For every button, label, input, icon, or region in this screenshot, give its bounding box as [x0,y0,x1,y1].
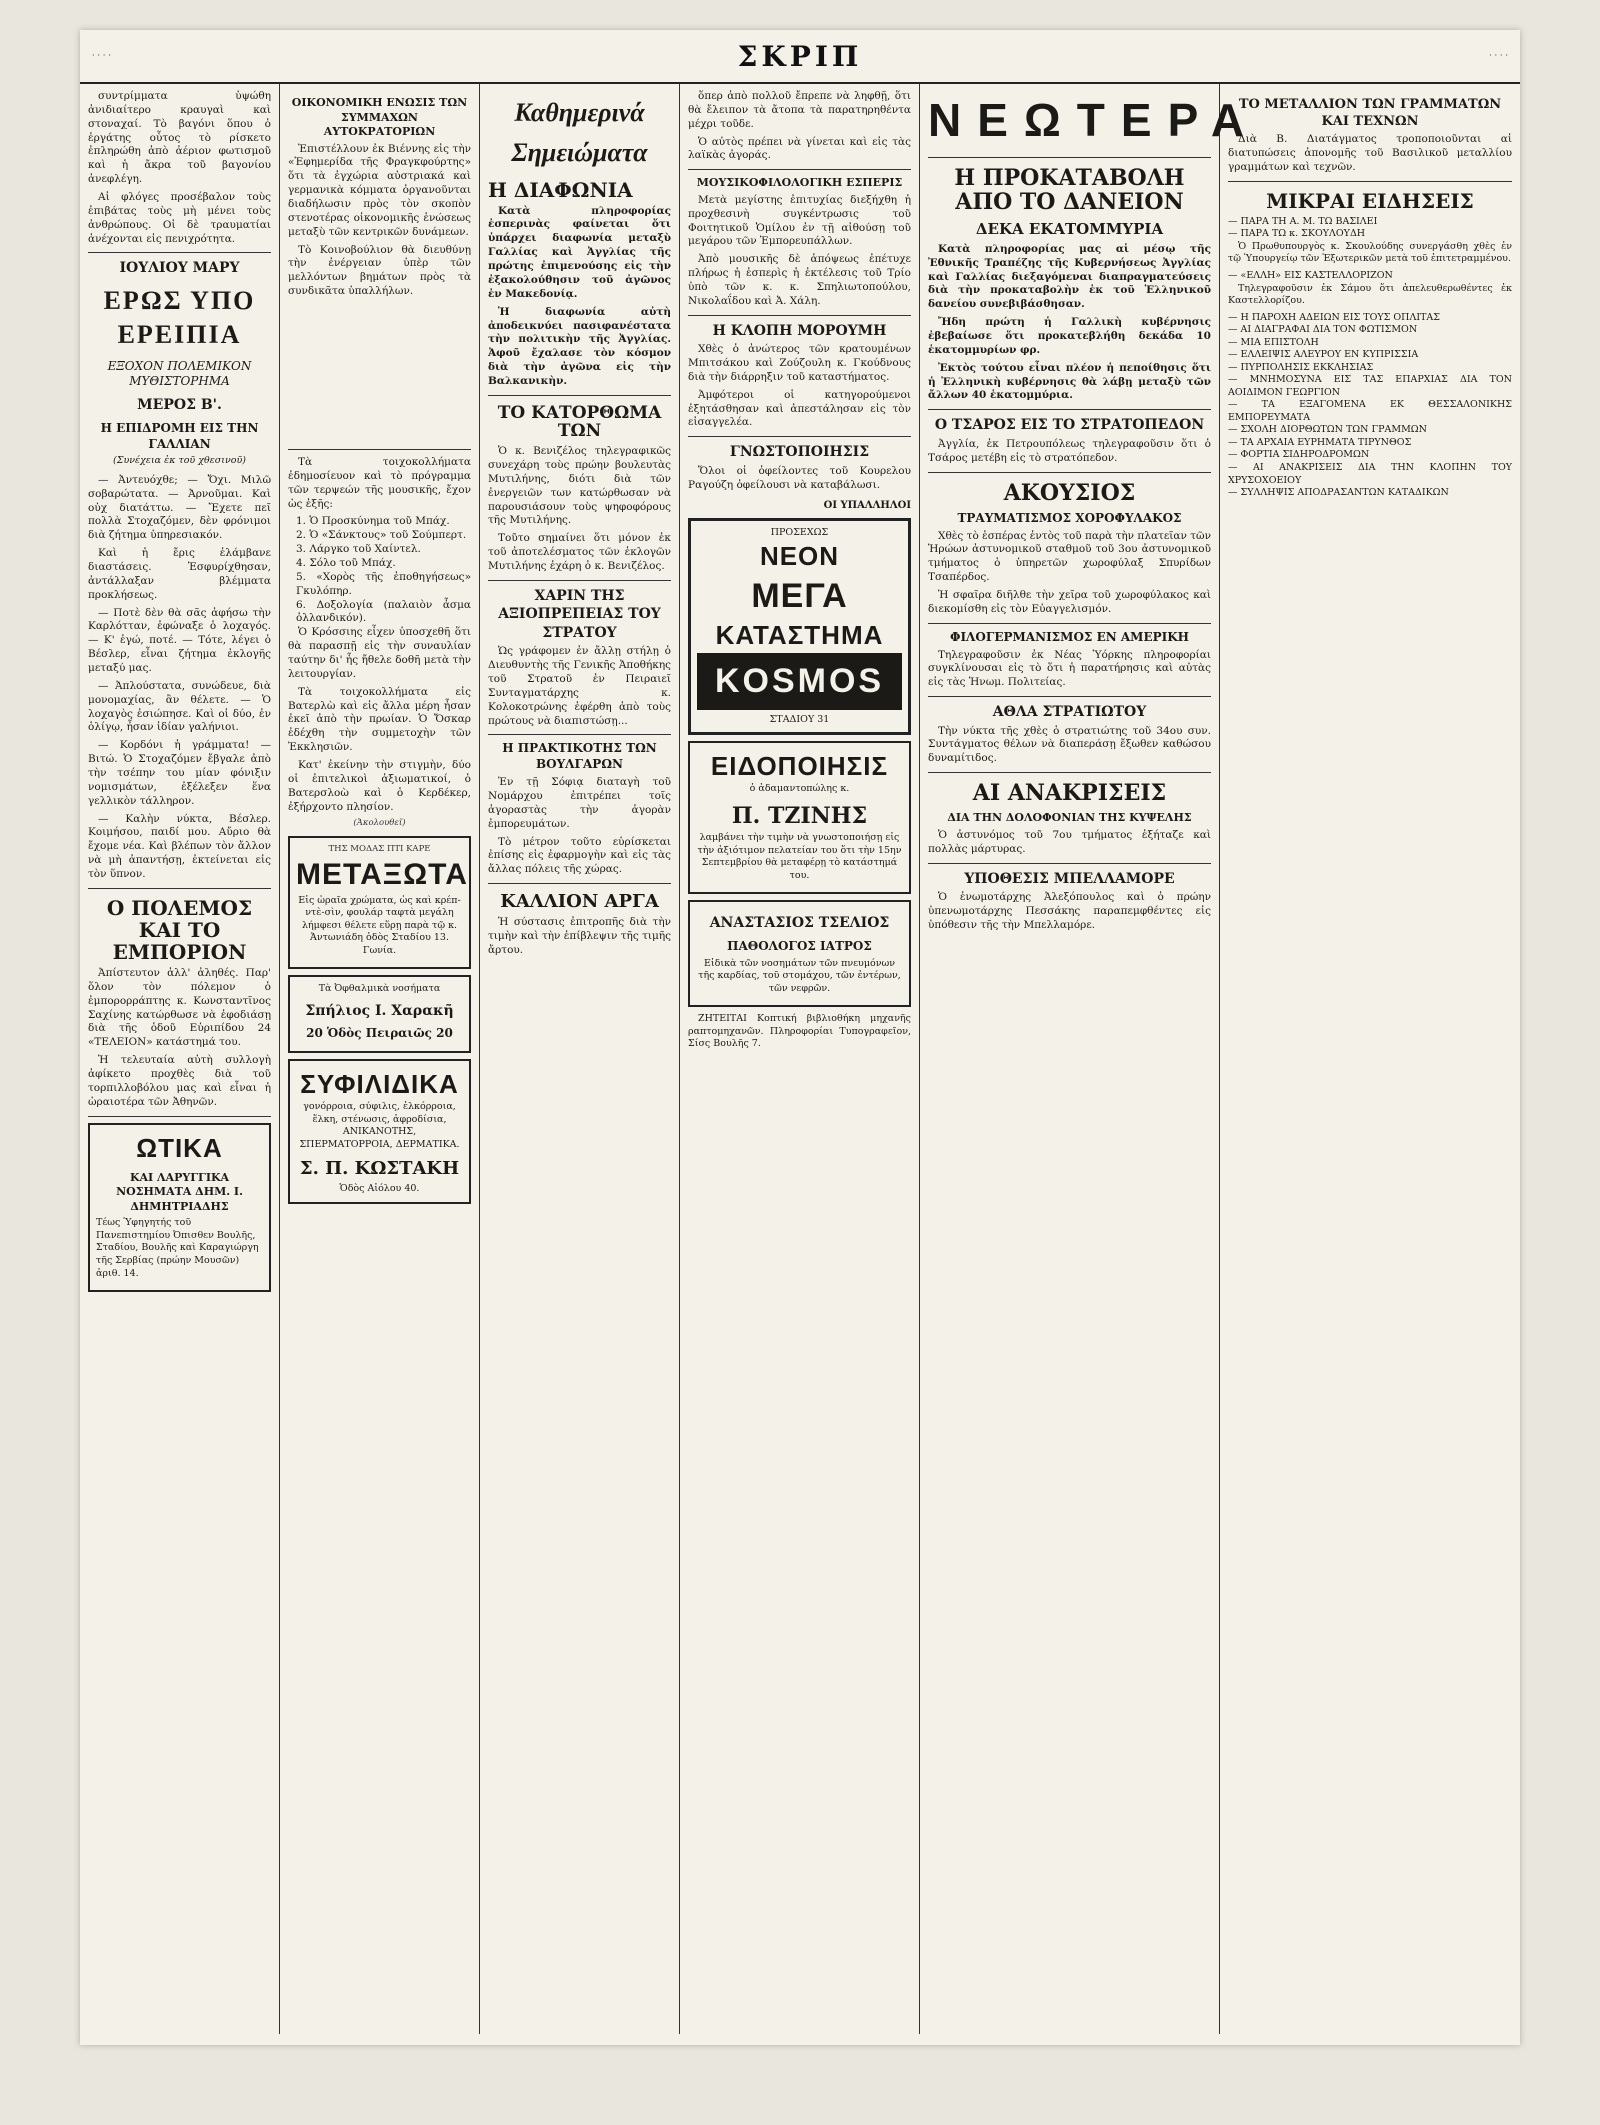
section-header: Καθημερινά [514,98,645,127]
news-item: — ΜΝΗΜΟΣΥΝΑ ΕΙΣ ΤΑΣ ΕΠΑΡΧΙΑΣ ΔΙΑ ΤΟΝ ΑΟΙΔΙΜΟΝ ΓΕΩΡΓΙΟΝ [1228,374,1512,398]
news-item: — ΦΟΡΤΙΑ ΣΙΔΗΡΟΔΡΟΜΩΝ [1228,449,1370,461]
notice-text: Ὅλοι οἱ ὀφείλοντες τοῦ Κουρελου Ραγούζη ὀφείλουσι νὰ καταβάλωσι. [688,464,911,491]
article-text: Ὁ Πρωθυπουργὸς κ. Σκουλούδης συνεργάσθη χθὲς ἐν τῷ Ὑπουργείῳ τῶν Ἐξωτερικῶν μετὰ τοῦ ἐπιτετραμμένου. [1228,240,1512,265]
subheadline: ΔΕΚΑ ΕΚΑΤΟΜΜΥΡΙΑ [975,220,1164,239]
divider [88,1116,271,1117]
ad-text: Εἰς ὡραῖα χρώματα, ὡς καὶ κρέπ-ντὲ-σὶν, φουλάρ ταφτὰ μεγάλη λήμφεσι θέλετε εὕρῃ παρὰ τῷ κ. Ἀντωνιάδη ὁδὸς Σταδίου 13. Γωνία. [298,894,461,956]
ad-line: ΜΕΓΑ [751,576,848,615]
classified-ad: ΖΗΤΕΙΤΑΙ Κοπτική βιβλιοθήκη μηχανῆς ραπτομηχανῶν. Πληροφορίαι Τυπογραφεῖον, Σίσς Βουλῆς 7. [688,1013,911,1050]
column-5 [920,84,1261,2034]
divider [488,734,671,735]
article-text: Διὰ Β. Διατάγματος τροποποιοῦνται αἱ διατυπώσεις ἀπονομῆς τοῦ Βασιλικοῦ μεταλλίου γραμμάτων καὶ τεχνῶν. [1228,133,1512,174]
column-3 [480,84,680,2034]
serial-part: ΜΕΡΟΣ Β'. [137,397,222,414]
headline: ΜΟΥΣΙΚΟΦΙΛΟΛΟΓΙΚΗ ΕΣΠΕΡΙΣ [696,176,903,190]
headline: Η ΠΡΑΚΤΙΚΟΤΗΣ ΤΩΝ ΒΟΥΛΓΑΡΩΝ [502,741,657,772]
program-item: 2. Ὁ «Σάνκτους» τοῦ Σούμπερτ. [296,529,467,542]
ad-subtitle: ΚΑΙ ΛΑΡΥΓΓΙΚΑ ΝΟΣΗΜΑΤΑ ΔΗΜ. Ι. ΔΗΜΗΤΡΙΑΔΗΣ [116,1170,243,1213]
program-item: 5. «Χορὸς τῆς ἐποθηγήσεως» Γκυλόπηρ. [296,570,471,597]
news-item: — ΤΑ ΑΡΧΑΙΑ ΕΥΡΗΜΑΤΑ ΤΙΡΥΝΘΟΣ [1228,436,1412,448]
divider [688,169,911,170]
article-text: Τὴν νύκτα τῆς χθὲς ὁ στρατιώτης τοῦ 34ου συν. Συντάγματος θέλων νὰ διαπεράσῃ ἔξωθεν καθώσου δυναμίτιδος. [928,724,1211,765]
headline: ΑΚΟΥΣΙΟΣ [1003,479,1136,506]
ad-text: Εἰδικὰ τῶν νοσημάτων τῶν πνευμόνων τῆς καρδίας, τοῦ στομάχου, τῶν ἐντέρων, τῶν νεφρῶν. [698,957,901,994]
article-text: Κατὰ πληροφορίας ἐσπερινὰς φαίνεται ὅτι ὑπάρχει διαφωνία μεταξὺ Γαλλίας καὶ Ἀγγλίας τῆς πρώτης ἐπιμενούσης εἰς τὴν ἐξακολούθησιν τοῦ ἀγῶνος ἐν Μακεδονίᾳ. [488,204,671,300]
article-text: Ὁ κ. Βενιζέλος τηλεγραφικῶς συνεχάρη τοὺς πρώην βουλευτὰς Μυτιλήνης, διότι διὰ τῶν ἐνεργειῶν των κατώρθωσαν νὰ παρουσιάσουν τοὺς ψηφοφόρους τῆς Μυτιλήνης. [488,445,671,527]
article-text: Μετὰ μεγίστης ἐπιτυχίας διεξήχθη ἡ προχθεσινὴ συγκέντρωσις τοῦ Φοιτητικοῦ Ὁμίλου ἐν τῇ αἰθούσῃ τοῦ μεγάρου τῶν Ἐμπορευπάλλων. [688,193,911,248]
headline: ΦΙΛΟΓΕΡΜΑΝΙΣΜΟΣ ΕΝ ΑΜΕΡΙΚΗ [949,629,1189,644]
divider [928,472,1211,473]
serial-section: Η ΕΠΙΔΡΟΜΗ ΕΙΣ ΤΗΝ ΓΑΛΛΙΑΝ [100,420,259,451]
serial-continued-next: (Ἀκολουθεῖ) [353,818,406,829]
ad-address: ΣΤΑΔΙΟΥ 31 [769,713,830,725]
economic-union-title: ΟΙΚΟΝΟΜΙΚΗ ΕΝΩΣΙΣ ΤΩΝ ΣΥΜΜΑΧΩΝ ΑΥΤΟΚΡΑΤΟΡΙΩΝ [291,96,468,139]
section-header: ΝΕΩΤΕΡΑ [928,94,1261,146]
divider [288,449,471,450]
divider [928,157,1211,158]
article-text: Ἐν τῇ Σόφιᾳ διαταγὴ τοῦ Νομάρχου ἐπιτρέπει τοῖς ἀγοραστὰς τὴν ἀγορὰν ἐμπορευμάτων. [488,776,671,830]
news-item: — ΤΑ ΕΞΑΓΟΜΕΝΑ ΕΚ ΘΕΣΣΑΛΟΝΙΚΗΣ ΕΜΠΟΡΕΥΜΑΤΑ [1228,399,1512,423]
masthead [80,30,1520,84]
ad-kicker: Τὰ Ὀφθαλμικὰ νοσήματα [318,983,441,995]
masthead-right-stamp: · · · · [1489,51,1508,61]
divider [688,436,911,437]
ad-title: ΕΙΔΟΠΟΙΗΣΙΣ [710,751,889,782]
ad-title: ΣΥΦΙΛΙΔΙΚΑ [300,1069,459,1099]
article-text: Αἱ φλόγες προσέβαλον τοὺς ἐπιβάτας τοὺς μὴ μένει τοὺς ἀνθρώπους. Οἱ δὲ τραυματίαι ἀνέχονται εἰς πενιχρότητα. [88,191,271,245]
subheadline: ΤΡΑΥΜΑΤΙΣΜΟΣ ΧΟΡΟΦΥΛΑΚΟΣ [957,510,1182,525]
article-text: Τοῦτο σημαίνει ὅτι μόνον ἐκ τοῦ ἀποτελέσματος τῶν ἐκλογῶν Μυτιλήνης ἐχάρη ὁ κ. Βενιζέλος. [488,532,671,573]
serial-text: Τὰ τοιχοκολλήματα ἐδημοσίευον καὶ τὸ πρόγραμμα τῶν τερψεών τῆς μουσικῆς, ἔχον ὡς ἑξῆς: [288,456,471,510]
article-text: Ἡ διαφωνία αὐτὴ ἀποδεικνύει πασιφανέστατα τὴν πολιτικὴν τῆς Ἀγγλίας. Ἀφοῦ ἔχαλασε τὸν κόσμον διὰ τὴν ἀγῶνα εἰς τὴν Βαλκανικὴν. [488,305,671,387]
divider [488,395,671,396]
ad-address: Ὁδὸς Αἰόλου 40. [339,1183,420,1195]
serial-title: ΕΡΩΣ ΥΠΟ ΕΡΕΙΠΙΑ [103,285,256,350]
article-text: Χθὲς ὁ ἀνώτερος τῶν κρατουμένων Μπιτσάκου καὶ Ζούζουλη κ. Γκούδνους διὰ τὴν διάρρηξιν τοῦ καταστήματος. [688,343,911,383]
news-item: — ΑΙ ΑΝΑΚΡΙΣΕΙΣ ΔΙΑ ΤΗΝ ΚΛΟΠΗΝ ΤΟΥ ΧΡΥΣΟΧΟΕΙΟΥ [1228,461,1512,486]
headline: ΤΟ ΜΕΤΑΛΛΙΟΝ ΤΩΝ ΓΡΑΜΜΑΤΩΝ ΚΑΙ ΤΕΧΝΩΝ [1238,97,1502,130]
serial-continued: (Συνέχεια ἐκ τοῦ χθεσινοῦ) [113,455,246,467]
article-text: Ὁ ἐνωμοτάρχης Ἀλεξόπουλος καὶ ὁ πρώην ὑπενωμοτάρχης Πεσσάκης παραπεμφθέντες εἰς ὑπόθεσιν τῆς τὴν Μπελλαμόρε. [928,891,1211,931]
article-text: ὅπερ ἀπὸ πολλοῦ ἔπρεπε νὰ ληφθῇ, ὅτι θὰ ἔλειπον τὰ ἄτοπα τὰ παρατηρηθέντα μέχρι τοῦδε. [688,90,911,130]
divider [928,623,1211,624]
column-6 [1220,84,1520,2034]
article-text: Ὁ ἀστυνόμος τοῦ 7ου τμήματος ἐξήταζε καὶ πολλὰς μάρτυρας. [928,828,1211,855]
ad-title: ΜΕΤΑΞΩΤΑ [296,857,468,891]
program-item: 1. Ὁ Προσκύνημα τοῦ Μπάχ. [296,515,450,528]
article-text: Ἀπίστευτον ἀλλ' ἀληθές. Παρ' ὅλον τὸν πόλεμον ὁ ἐμπορορράπτης κ. Κωνσταντῖνος Σαχίνης κατώρθωσε νὰ ἐφοδιάσῃ διὰ τῆς ὁδοῦ Εὐριπίδου 24 «ΤΕΛΕΙΟΝ» κατάστημά του. [88,966,271,1049]
divider [88,252,271,253]
ad-line: ΝΕΟΝ [759,541,840,572]
serial-text: — Κορδόνι ἡ γράμματα! — Βιτώ. Ὁ Στοχαζόμεν ἔβγαλε ἀπὸ τὴν τσέπην του μίαν φόνιξιν νομισμάτων, ἐξέλεξεν ἕνα γελλικὸν τάλληρον. [88,739,271,807]
news-item: — ΠΥΡΠΟΛΗΣΙΣ ΕΚΚΛΗΣΙΑΣ [1228,361,1374,373]
divider [928,696,1211,697]
divider [928,863,1211,864]
article-text: Ἐπιστέλλουν ἐκ Βιέννης εἰς τὴν «Ἐφημερίδα τῆς Φραγκφούρτης» ὅτι τὰ ἐγχώρια αὐστριακά καὶ γερμανικὰ κόμματα ὀργανοῦνται διαδήλωσιν πρὸς τὸν σκοπὸν στενοτέρας οἰκονομικῆς ἑνώσεως μεταξὺ τῶν κεντρικῶν δυνάμεων. [288,142,471,238]
article-text: Ἡ σφαῖρα διῆλθε τὴν χεῖρα τοῦ χωροφύλακος καὶ διεκομίσθη εἰς τὸν Εὐαγγελισμόν. [928,588,1211,615]
headline: ΚΑΛΛΙΟΝ ΑΡΓΑ [500,891,659,913]
headline: ΑΙ ΑΝΑΚΡΙΣΕΙΣ [972,780,1167,807]
serial-text: Κατ' ἐκείνην τὴν στιγμὴν, δύο οἱ ἐπιτελικοὶ ἀξιωματικοί, ὁ Βατερσλοὼ καὶ ὁ Κερδέκερ, ἐξήρχοντο πλησίον. [288,759,471,813]
divider [488,580,671,581]
divider [488,883,671,884]
ad-title: ΠΑΘΟΛΟΓΟΣ ΙΑΤΡΟΣ [727,938,872,953]
program-item: 4. Σόλο τοῦ Μπάχ. [296,557,396,570]
news-item: — ΠΑΡΑ ΤΗ Α. Μ. ΤΩ ΒΑΣΙΛΕΙ [1228,215,1378,227]
headline: ΑΘΛΑ ΣΤΡΑΤΙΩΤΟΥ [992,704,1147,721]
news-item: — ΣΧΟΛΗ ΔΙΟΡΘΩΤΩΝ ΤΩΝ ΓΡΑΜΜΩΝ [1228,424,1427,436]
serial-text: — Ἀντευόχθε; — Ὄχι. Μιλῶ σοβαρώτατα. — Ἀρνοῦμαι. Καὶ οὐχ διατάττω. — Ἔχετε πεῖ πολλὰ Στοχαζόμεν, δὲν φρόνιμοι διὰ ζήτημα ὑπηρεσιακόν. [88,473,271,542]
ad-line: ΚΑΤΑΣΤΗΜΑ [715,620,884,651]
news-item: — ΕΛΛΕΙΨΙΣ ΑΛΕΥΡΟΥ ΕΝ ΚΥΠΡΙΣΣΙΑ [1228,349,1419,361]
article-text: Ἀπὸ μουσικῆς δὲ ἀπόψεως ἐπέτυχε πλήρως ἡ ἑσπερὶς ἡ ἐκτέλεσις τοῦ Τρίο ὑπὸ τῶν κ. κ. Σπηλιωτοπούλου, Νικολαΐδου καὶ Ἀ. Χάλη. [688,253,911,307]
ad-address: 20 Ὁδὸς Πειραιῶς 20 [306,1026,453,1041]
headline: Η ΚΛΟΠΗ ΜΟΡΟΥΜΗ [712,322,887,339]
serial-subtitle: ΕΞΟΧΟΝ ΠΟΛΕΜΙΚΟΝ ΜΥΘΙΣΤΟΡΗΜΑ [107,358,252,389]
ad-name: Π. ΤΖΙΝΗΣ [731,802,868,829]
ad-text: γονόρροια, σύφιλις, ἐλκόρροια, ἕλκη, στένωσις, ἀφροδίσια, ΑΝΙΚΑΝΟΤΗΣ, ΣΠΕΡΜΑΤΟΡΡΟΙΑ, ΔΕΡΜΑΤΙΚΑ. [299,1101,460,1150]
column-4 [680,84,920,2034]
ent-clinic-ad [88,1123,271,1293]
clinic-ad [288,1059,471,1204]
article-text: Χθὲς τὸ ἑσπέρας ἐντὸς τοῦ παρὰ τὴν πλατεῖαν τῶν Ἡρώων ἀστυνομικοῦ σταθμοῦ τοῦ 3ου ἀστυνομικοῦ τμήματος ὁ ὑπηρετῶν χωροφύλαξ Σπυρίδων Τσαπέρδος. [928,529,1211,584]
headline: ΤΟ ΚΑΤΟΡΘΩΜΑ ΤΩΝ [497,402,662,442]
headline: Η ΠΡΟΚΑΤΑΒΟΛΗ ΑΠΟ ΤΟ ΔΑΝΕΙΟΝ [954,164,1185,215]
serial-text: — Καλὴν νύκτα, Βέσλερ. Κοιμήσου, παιδί μου. Αὔριο θὰ ἔχομε νέα. Καὶ βλέπων τὸν ἄλλον νὰ μὴ ἀπαντήσῃ, ἐκτείνεται εἰς τὸν ὕπνον. [88,812,271,881]
war-commerce-title: Ο ΠΟΛΕΜΟΣ ΚΑΙ ΤΟ ΕΜΠΟΡΙΟΝ [106,895,253,964]
ad-kicker: ΠΡΟΣΕΧΩΣ [770,526,829,538]
headline: Ο ΤΣΑΡΟΣ ΕΙΣ ΤΟ ΣΤΡΑΤΟΠΕΔΟΝ [934,417,1205,434]
serial-author: ΙΟΥΛΙΟΥ ΜΑΡΥ [119,260,240,277]
program-item: 3. Λάργκο τοῦ Χαίντελ. [296,543,421,556]
news-item: — «ΕΛΛΗ» ΕΙΣ ΚΑΣΤΕΛΛΟΡΙΖΟΝ [1228,270,1393,282]
article-text: Ἡ τελευταία αὐτὴ συλλογὴ ἀφίκετο προχθὲς διὰ τοῦ τορπιλλοβόλου μας καὶ εἶναι ἡ ὡραιοτέρα τῶν Ἀθηνῶν. [88,1054,271,1108]
headline: ΓΝΩΣΤΟΠΟΙΗΣΙΣ [729,444,870,461]
ad-title: ΩΤΙΚΑ [136,1132,223,1163]
concert-program [288,515,471,626]
columns [80,84,1520,2034]
program-item: 6. Δοξολογία (παλαιὸν ἆσμα ὀλλανδικόν). [296,598,471,625]
section-header: Σημειώματα [511,138,648,168]
ad-name: ΑΝΑΣΤΑΣΙΟΣ ΤΣΕΛΙΟΣ [709,915,890,932]
article-text: Ἐκτὸς τούτου εἶναι πλέον ἡ πεποίθησις ὅτι ἡ Ἑλληνικὴ κυβέρνησις θὰ λάβῃ μεταξὺ τῶν ἄλλων 40 ἑκατομμύρια. [928,361,1211,402]
headline: ΥΠΟΘΕΣΙΣ ΜΠΕΛΛΑΜΟΡΕ [964,870,1175,887]
column-2 [280,84,480,2034]
article-text: Τὸ μέτρον τοῦτο εὑρίσκεται ἐπίσης εἰς ἐφαρμογὴν καὶ εἰς τὰς ἄλλας πόλεις τῆς χώρας. [488,835,671,876]
serial-text: Ὁ Κρόσσιης εἶχεν ὑποσχεθῆ ὅτι θὰ παρασπῇ εἰς τὴν συναυλίαν ταύτην δι' ἧς ἤθελε δοθῆ μετὰ τὴν λειτουργίαν. [288,626,471,680]
article-text: Ἀγγλία, ἐκ Πετρουπόλεως τηλεγραφοῦσιν ὅτι ὁ Τσάρος μετέβη εἰς τὸ στρατόπεδον. [928,437,1211,464]
ad-name: Σ. Π. ΚΩΣΤΑΚΗ [299,1158,460,1180]
subheadline: ΔΙΑ ΤΗΝ ΔΟΛΟΦΟΝΙΑΝ ΤΗΣ ΚΥΨΕΛΗΣ [947,811,1192,825]
doctor-ad [688,900,911,1007]
news-item: — ΜΙΑ ΕΠΙΣΤΟΛΗ [1228,336,1319,348]
article-text: Ἤδη πρώτη ἡ Γαλλικὴ κυβέρνησις ἐβεβαίωσε ὅτι προκατεβλήθη δεκάδα 10 ἑκατομμυρίων φρ. [928,316,1211,356]
masthead-left-stamp: · · · · [92,51,111,61]
serial-text: Τὰ τοιχοκολλήματα εἰς Βατερλὼ καὶ εἰς ἄλλα μέρη ἦσαν ἐκεῖ ἀπὸ τὴν πρωίαν. Ὁ Ὄσκαρ ἐδέχθη τὴν συμμετοχὴν τῶν Ἐκκλησιῶν. [288,685,471,754]
kosmos-store-ad [688,518,911,735]
serial-text: — Ποτὲ δὲν θὰ σᾶς ἀφήσω τὴν Καρλότταν, ἐφώναξε ὁ λοχαγός. — Κ' ἐγώ, ποτέ. — Τότε, λέγει ὁ Βέσλερ, εἶναι ζήτημα ἐκλογῆς μεταξύ μας. [88,606,271,675]
divider [688,315,911,316]
news-item: — ΣΥΛΛΗΨΙΣ ΑΠΟΔΡΑΣΑΝΤΩΝ ΚΑΤΑΔΙΚΩΝ [1228,487,1449,499]
article-text: Ὁ αὐτὸς πρέπει νὰ γίνεται καὶ εἰς τὰς λαϊκὰς ἀγοράς. [688,135,911,162]
silks-ad [288,836,471,969]
jeweller-notice [688,741,911,894]
newspaper-page [80,30,1520,2045]
ad-text: Τέως Ὑφηγητής τοῦ Πανεπιστημίου Ὀπισθεν Βουλῆς, Σταδίου, Βουλῆς καὶ Καραγιώργη τῆς Σερβίας (πρώην Μουσῶν) ἀριθ. 14. [96,1217,259,1279]
headline: ΧΑΡΙΝ ΤΗΣ ΑΞΙΟΠΡΕΠΕΙΑΣ ΤΟΥ ΣΤΡΑΤΟΥ [498,587,661,641]
article-text: Τηλεγραφοῦσιν ἐκ Σάμου ὅτι ἀπελευθερωθέντες ἐκ Καστελλορίζου. [1228,282,1512,307]
ad-kicker: ΤΗΣ ΜΟΔΑΣ ΠΤΙ ΚΑΡΕ [328,843,431,854]
section-header: ΜΙΚΡΑΙ ΕΙΔΗΣΕΙΣ [1266,188,1474,213]
store-name: KOSMOS [697,653,902,710]
article-text: Τηλεγραφοῦσιν ἐκ Νέας Ὑόρκης πληροφορίαι συγκλίνουσαι εἰς τὸ ὅτι ἡ παρατήρησις καὶ αὐτὰς εἰς τὰς Ἡνωμ. Πολιτείας. [928,648,1211,689]
serial-text: — Ἀπλούστατα, συνώδευε, διὰ μονομαχίας, ἂν θέλετε. — Ὁ λοχαγὸς ἐσιώπησε. Καὶ οἱ δύο, ἐν ὁλίγῳ, ἦσαν ἰδίαν γαλήνιοι. [88,679,271,734]
news-item: — ΠΑΡΑ ΤΩ κ. ΣΚΟΥΛΟΥΔΗ [1228,228,1366,240]
newspaper-name: ΣΚΡΙΠ [737,39,863,73]
divider [928,409,1211,410]
divider [88,888,271,889]
news-item: — ΑΙ ΔΙΑΓΡΑΦΑΙ ΔΙΑ ΤΟΝ ΦΩΤΙΣΜΟΝ [1228,324,1418,336]
serial-text: Καὶ ἡ ἔρις ἐλάμβανε διαστάσεις. Ἐσφυρίχθησαν, ἀντάλλαξαν βλέμματα προκλήσεως. [88,547,271,601]
headline: Η ΔΙΑΦΩΝΙΑ [488,177,633,202]
divider [1228,181,1512,182]
article-text: Κατὰ πληροφορίας μας αἱ μέσῳ τῆς Ἐθνικῆς Τραπέζης τῆς Κυβερνήσεως Ἀγγλίας καὶ Γαλλίας διεξαγόμεναι διαπραγματεύσεις διὰ τὴν προκαταβολὴν ἐκ τοῦ Ἑλληνικοῦ δανείου συνεβιβάσθησαν. [928,242,1211,311]
article-text: Τὸ Κοινοβούλιον θὰ διευθύνῃ τὴν ἐνέργειαν ὑπὲρ τῶν μελλόντων βημάτων πρὸς τὰ συνδικᾶτα ὑπαλλήλων. [288,243,471,298]
ad-text: λαμβάνει τὴν τιμὴν νὰ γνωστοποιήσῃ εἰς τὴν ἀξιότιμον πελατείαν του ὅτι τὴν 15ην Σεπτεμβρίου θὰ μεταφέρῃ τὸ κατάστημά του. [697,832,902,881]
divider [928,772,1211,773]
news-item: — Η ΠΑΡΟΧΗ ΑΔΕΙΩΝ ΕΙΣ ΤΟΥΣ ΟΠΛΙΤΑΣ [1228,311,1440,323]
column-1 [80,84,280,2034]
article-text: Ὡς γράφομεν ἐν ἄλλῃ στήλῃ ὁ Διευθυντὴς τῆς Γενικῆς Ἀποθήκης τοῦ Στρατοῦ ἐν Πειραιεῖ Συνταγματάρχης κ. Κολοκοτρώνης ἐφέρθη ἀπὸ τοὺς πρώτους νὰ διαπιστώσῃ... [488,645,671,727]
article-text: συντρίμματα ὑψώθη ἀνιδιαίτερο κραυγαὶ καὶ στοναχαί. Τὸ βαγόνι ὅπου ὁ ἐργάτης οὗτος τὸ ρίσκετο ἐπληρώθη ἀπὸ ἀέριον φωτισμοῦ καὶ ἡ ἄκρα τοῦ βαγονίου ἀνεφλέγη. [88,90,271,186]
article-text: Ἡ σύστασις ἐπιτροπῆς διὰ τὴν τιμὴν καὶ τὴν ἐπίβλεψιν τῆς τιμῆς ἄρτου. [488,915,671,956]
eye-doctor-ad [288,975,471,1053]
ad-name: Σπήλιος Ι. Χαρακῆ [305,1002,454,1019]
notice-signature: ΟΙ ΥΠΑΛΛΗΛΟΙ [823,499,911,511]
article-text: Ἀμφότεροι οἱ κατηγορούμενοι ἐξητάσθησαν καὶ ἀπεστάλησαν εἰς τὸν εἰσαγγελέα. [688,388,911,429]
ad-kicker: ὁ ἀδαμαντοπώλης κ. [749,783,850,795]
